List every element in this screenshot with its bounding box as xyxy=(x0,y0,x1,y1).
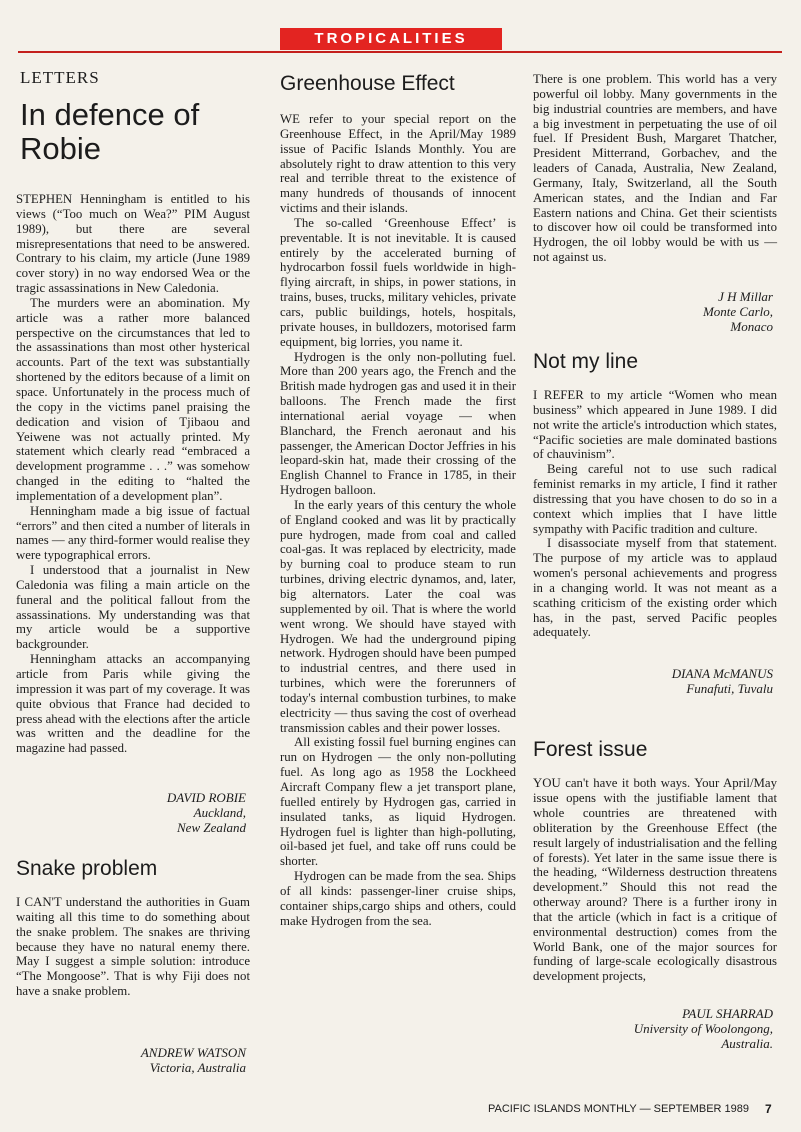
notmyline-signature-location: Funafuti, Tuvalu xyxy=(686,681,773,697)
notmyline-headline: Not my line xyxy=(533,349,639,373)
robie-paragraph: The murders were an abomination. My article was a rather more balanced perspective on the circumstances that led to the assassinations than most other hysterical accounts. Part of the text was substantially shortened by the editors because of a limit on space. Unfortunately in the process much of the copy in the victims panel praising the dedication and vision of Tjibaou and Yeiwene was not actually printed. My statement which clearly read “embraced a development programme . . .” was somehow changed in the editing to “halted the implementation of a development plan”. xyxy=(16,295,250,503)
snake-signature-name: ANDREW WATSON xyxy=(140,1044,246,1060)
greenhouse-paragraph: The so-called ‘Greenhouse Effect’ is preventable. It is not inevitable. It is caused entirely by the accelerated burning of hydrocarbon fossil fuels worldwide in high-flying aircraft, in ships, in power stations, in trains, buses, trucks, military vehicles, private cars, public buildings, hotels, hospitals, private houses, in bulldozers, motorised farm equipment, big lorries, you name it. xyxy=(280,215,516,349)
robie-signature-country: New Zealand xyxy=(177,820,246,836)
robie-paragraph: STEPHEN Henningham is entitled to his views (“Too much on Wea?” PIM August 1989), but there are several misrepresentations that need to be answered. Contrary to his claim, my article (June 1989 cover story) in no way endorsed Wea or the tragic assassinations in New Caledonia. xyxy=(16,192,250,296)
notmyline-signature-name: DIANA McMANUS xyxy=(671,666,773,682)
greenhouse-paragraph: Hydrogen is the only non-polluting fuel. More than 200 years ago, the French and the British made hydrogen gas and used it in their balloons. The French made the first international aerial voyage — when Blanchard, the French aeronaut and his passenger, the American Doctor Jeffries in his leopard-skin hat, made their crossing of the English Channel to France in 1785, in their Hydrogen balloon. xyxy=(280,349,516,498)
forest-signature-institution: University of Woolongong, xyxy=(633,1021,773,1037)
footer-masthead: PACIFIC ISLANDS MONTHLY — SEPTEMBER 1989 xyxy=(488,1103,750,1115)
forest-paragraph: YOU can't have it both ways. Your April/May issue opens with the justifiable lament that whole countries are threatened with obliteration by the Greenhouse Effect (the result largely of industrialisation and the felling of forests). Yet later in the same issue there is the heading, “Wilderness destruction threatens development.” Should this not read the otherway around? There is a further irony in that the article (which in fact is a critique of environmental destruction) comes from the World Bank, one of the major sources for funding of large-scale ecologically disastrous development projects, xyxy=(533,776,777,984)
greenhouse-paragraph: All existing fossil fuel burning engines can run on Hydrogen — the only non-polluting fuel. As long ago as 1958 the Lockheed Aircraft Company flew a jet transport plane, fuelled entirely by Hydrogen gas, carried in insulated tanks, as liquid Hydrogen. Hydrogen fuel is lighter than high-polluting, oil-based jet fuel, and take off runs could be shorter. xyxy=(280,735,516,869)
forest-signature-country: Australia. xyxy=(721,1036,773,1052)
robie-paragraph: I understood that a journalist in New Caledonia was filing a main article on the funeral and the political fallout from the assassinations. My understanding was that my article would be a supportive backgrounder. xyxy=(16,563,250,652)
column-left xyxy=(16,62,250,1075)
snake-paragraph: I CAN'T understand the authorities in Guam waiting all this time to do something about the snake problem. The snakes are thriving because they have no natural enemy there. May I suggest a simple solution: introduce “The Mongoose”. That is why Fiji does not have a snake problem. xyxy=(16,895,250,999)
forest-headline: Forest issue xyxy=(533,738,648,762)
page-number: 7 xyxy=(765,1102,772,1116)
greenhouse-headline: Greenhouse Effect xyxy=(280,72,455,95)
greenhouse-signature-country: Monaco xyxy=(730,318,773,334)
robie-headline: In defence of Robie xyxy=(20,97,200,166)
greenhouse-paragraph: Hydrogen can be made from the sea. Ships of all kinds: passenger-liner cruise ships, container ships,cargo ships and others, could make Hydrogen from the sea. xyxy=(280,869,516,928)
header-rule xyxy=(18,51,782,53)
snake-headline: Snake problem xyxy=(16,857,158,881)
snake-signature-location: Victoria, Australia xyxy=(149,1059,246,1075)
letters-kicker: LETTERS xyxy=(20,68,100,87)
greenhouse-signature-city: Monte Carlo, xyxy=(702,303,773,319)
section-banner: TROPICALITIES xyxy=(280,28,502,50)
robie-paragraph: Henningham attacks an accompanying article from Paris while giving the impression it was part of my coverage. It was quite obvious that France had decided to press ahead with the elections after the article was written and the deadline for the magazine had passed. xyxy=(16,652,250,756)
robie-paragraph: Henningham made a big issue of factual “errors” and then cited a number of literals in names — any third-former would realise they were typographical errors. xyxy=(16,503,250,563)
forest-signature-name: PAUL SHARRAD xyxy=(682,1006,773,1022)
greenhouse-paragraph: There is one problem. This world has a very powerful oil lobby. Many governments in the big industrial countries are members, and have a big investment in perpetuating the use of oil fuel. If President Bush, Margaret Thatcher, President Mitterrand, Gorbachev, and the leaders of Canada, Australia, New Zealand, Germany, Italy, Switzerland, all the South American states, and the Indian and Far Eastern nations and China. Get their scientists to discover how oil could be transformed into Hydrogen, the oil lobby would be with us — not against us. xyxy=(533,72,777,265)
robie-signature-name: DAVID ROBIE xyxy=(166,790,246,806)
notmyline-paragraph: Being careful not to use such radical feminist remarks in my article, I find it rather distressing that you have chosen to do so in a context which implies that I have little sympathy with Pacific tradition and culture. xyxy=(533,462,777,536)
greenhouse-paragraph: In the early years of this century the whole of England cooked and was lit by practically pure hydrogen, made from coal and called coal-gas. It was replaced by electricity, made by burning coal to produce steam to run turbines, driving electric dynamos, and, later, big alternators. Later the coal was supplemented by oil. That is where the world went wrong. We should have stayed with Hydrogen. We had the underground piping network. Hydrogen should have been pumped to industrial centres, and there used in turbines, which were the forerunners of today's internal combustion turbines, to make electricity — thus saving the cost of overhead transmission cables and their power losses. xyxy=(280,497,516,735)
notmyline-paragraph: I disassociate myself from that statement. The purpose of my article was to applaud women's personal achievements and progress in a changing world. It was not meant as a scathing criticism of the existing order which has, in the past, served Pacific peoples adequately. xyxy=(533,536,777,640)
column-right xyxy=(533,72,777,1051)
robie-signature-city: Auckland, xyxy=(193,805,246,821)
notmyline-paragraph: I REFER to my article “Women who mean business” which appeared in June 1989. I did not write the article's introduction which states, “Pacific societies are male dominated bastions of chauvinism”. xyxy=(533,387,777,462)
column-middle xyxy=(280,62,516,928)
greenhouse-signature-name: J H Millar xyxy=(718,288,773,304)
greenhouse-paragraph: WE refer to your special report on the Greenhouse Effect, in the April/May 1989 issue of Pacific Islands Monthly. You are absolutely right to draw attention to this very real and terrible threat to the existence of many hundreds of thousands of innocent victims and their islands. xyxy=(280,112,516,216)
